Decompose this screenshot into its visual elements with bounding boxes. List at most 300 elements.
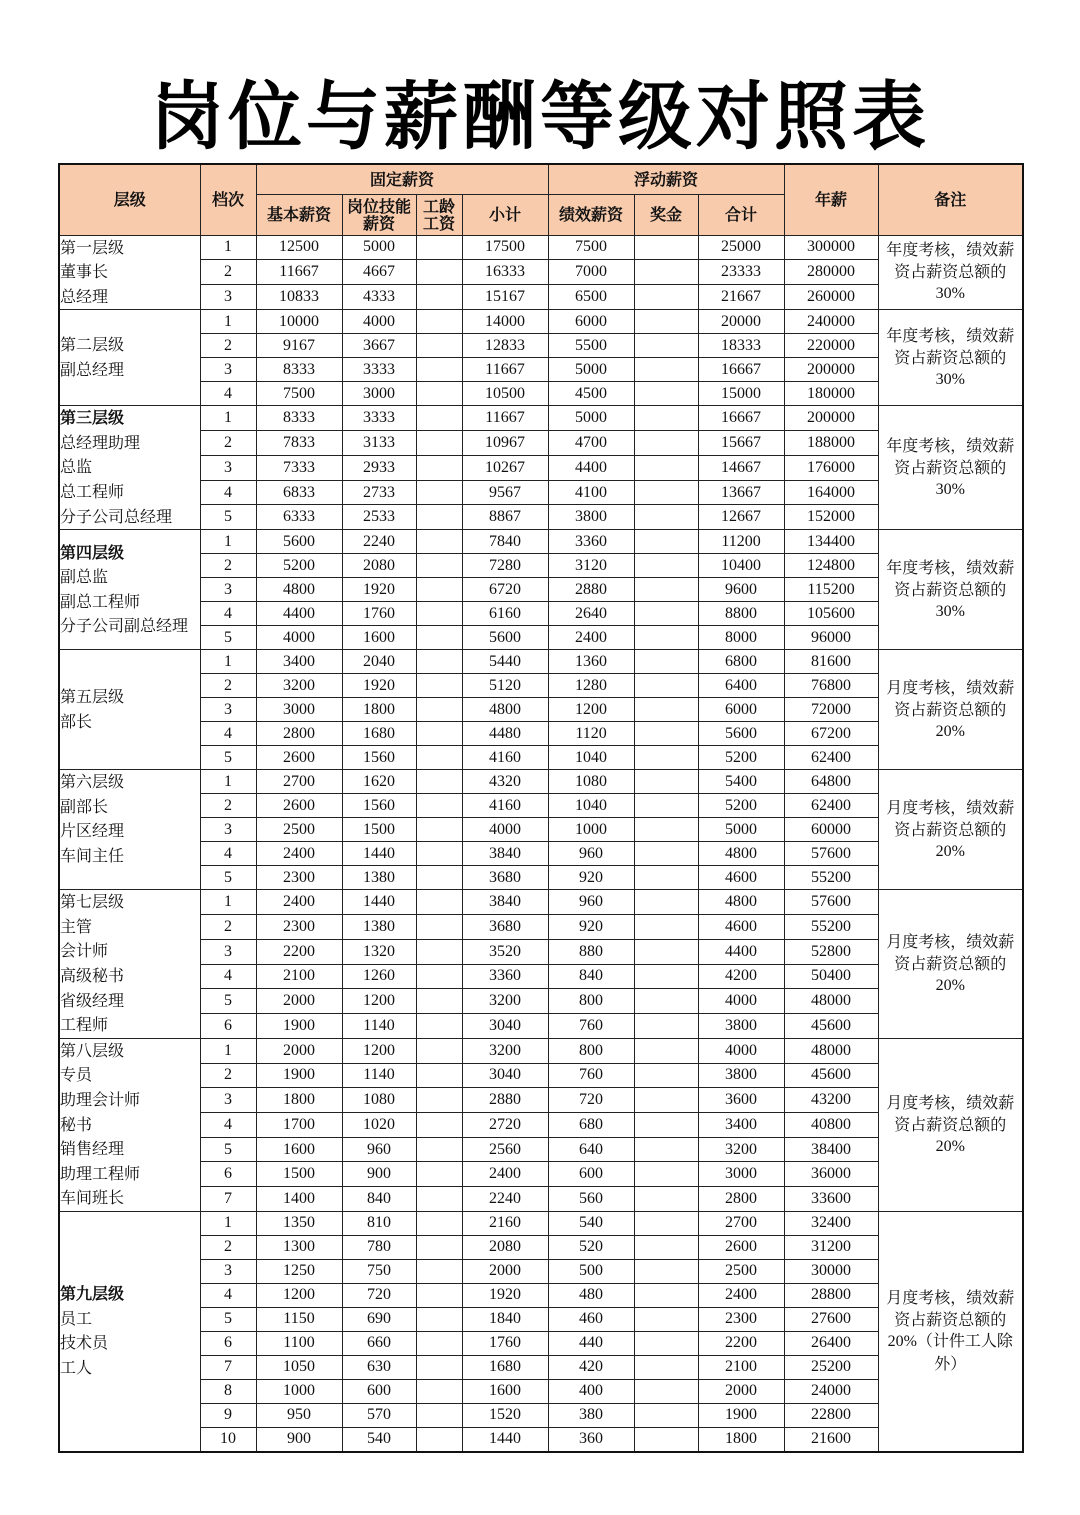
grade-cell: 2 — [200, 1063, 256, 1088]
grade-cell: 8 — [200, 1379, 256, 1403]
seniority-cell — [416, 1162, 462, 1187]
base-salary-cell: 2600 — [256, 746, 342, 770]
grade-cell: 3 — [200, 939, 256, 964]
bonus-cell — [634, 578, 698, 602]
performance-cell: 500 — [548, 1259, 634, 1283]
annual-cell: 124800 — [784, 554, 878, 578]
bonus-cell — [634, 1235, 698, 1259]
total-cell: 2300 — [698, 1307, 784, 1331]
base-salary-cell: 1200 — [256, 1283, 342, 1307]
seniority-cell — [416, 1331, 462, 1355]
post-skill-cell: 1760 — [342, 602, 416, 626]
total-cell: 23333 — [698, 260, 784, 285]
remark-line: 20%（计件工人除 — [887, 1333, 1013, 1351]
performance-cell: 2400 — [548, 626, 634, 650]
performance-cell: 4100 — [548, 480, 634, 505]
post-skill-cell: 1600 — [342, 626, 416, 650]
bonus-cell — [634, 698, 698, 722]
performance-cell: 840 — [548, 964, 634, 989]
post-skill-cell: 1320 — [342, 939, 416, 964]
base-salary-cell: 8333 — [256, 406, 342, 431]
seniority-cell — [416, 530, 462, 554]
seniority-cell — [416, 989, 462, 1014]
total-cell: 5600 — [698, 722, 784, 746]
performance-cell: 560 — [548, 1187, 634, 1212]
post-skill-cell: 5000 — [342, 235, 416, 260]
header-floating-salary: 浮动薪资 — [548, 164, 784, 194]
seniority-cell — [416, 505, 462, 530]
annual-cell: 115200 — [784, 578, 878, 602]
header-level: 层级 — [59, 164, 200, 235]
subtotal-cell: 6160 — [462, 602, 548, 626]
annual-cell: 200000 — [784, 406, 878, 431]
base-salary-cell: 12500 — [256, 235, 342, 260]
total-cell: 1800 — [698, 1427, 784, 1452]
position-name: 省级经理 — [60, 990, 125, 1010]
seniority-cell — [416, 480, 462, 505]
base-salary-cell: 1500 — [256, 1162, 342, 1187]
bonus-cell — [634, 260, 698, 285]
header-performance: 绩效薪资 — [548, 194, 634, 235]
total-cell: 5200 — [698, 746, 784, 770]
remark-cell — [878, 530, 1023, 650]
remark-line: 资占薪资总额的 — [894, 1310, 1007, 1330]
seniority-cell — [416, 964, 462, 989]
total-cell: 2500 — [698, 1259, 784, 1283]
performance-cell: 960 — [548, 842, 634, 866]
total-cell: 20000 — [698, 310, 784, 334]
annual-cell: 25200 — [784, 1355, 878, 1379]
post-skill-cell: 1920 — [342, 578, 416, 602]
annual-cell: 32400 — [784, 1211, 878, 1235]
grade-cell: 3 — [200, 358, 256, 382]
performance-cell: 480 — [548, 1283, 634, 1307]
position-name: 片区经理 — [60, 821, 125, 841]
seniority-cell — [416, 1063, 462, 1088]
tier-label-cell — [59, 770, 200, 890]
bonus-cell — [634, 1355, 698, 1379]
table-row — [59, 1211, 1023, 1235]
table-row — [59, 770, 1023, 794]
performance-cell: 5000 — [548, 358, 634, 382]
tier-name: 第八层级 — [60, 1040, 125, 1060]
remark-line: 外） — [934, 1354, 967, 1374]
tier-label-cell — [59, 890, 200, 1039]
seniority-cell — [416, 794, 462, 818]
subtotal-cell: 3840 — [462, 842, 548, 866]
remark-line: 30% — [935, 285, 965, 303]
total-cell: 8000 — [698, 626, 784, 650]
seniority-cell — [416, 1235, 462, 1259]
grade-cell: 6 — [200, 1162, 256, 1187]
performance-cell: 2880 — [548, 578, 634, 602]
annual-cell: 55200 — [784, 915, 878, 940]
base-salary-cell: 2300 — [256, 866, 342, 890]
post-skill-cell: 1680 — [342, 722, 416, 746]
post-skill-cell: 630 — [342, 1355, 416, 1379]
performance-cell: 7000 — [548, 260, 634, 285]
annual-cell: 76800 — [784, 674, 878, 698]
post-skill-cell: 570 — [342, 1403, 416, 1427]
grade-cell: 4 — [200, 842, 256, 866]
annual-cell: 40800 — [784, 1113, 878, 1138]
seniority-cell — [416, 1427, 462, 1452]
post-skill-cell: 1080 — [342, 1088, 416, 1113]
bonus-cell — [634, 505, 698, 530]
annual-cell: 27600 — [784, 1307, 878, 1331]
bonus-cell — [634, 1259, 698, 1283]
header-fixed-salary: 固定薪资 — [256, 164, 548, 194]
subtotal-cell: 3680 — [462, 915, 548, 940]
grade-cell: 3 — [200, 455, 256, 480]
post-skill-cell: 810 — [342, 1211, 416, 1235]
bonus-cell — [634, 1331, 698, 1355]
post-skill-cell: 1380 — [342, 866, 416, 890]
base-salary-cell: 2000 — [256, 989, 342, 1014]
base-salary-cell: 2700 — [256, 770, 342, 794]
bonus-cell — [634, 358, 698, 382]
header-annual: 年薪 — [784, 164, 878, 235]
seniority-cell — [416, 578, 462, 602]
remark-line: 月度考核，绩效薪 — [886, 1288, 1015, 1308]
subtotal-cell: 1760 — [462, 1331, 548, 1355]
tier-label-cell — [59, 310, 200, 406]
total-cell: 15667 — [698, 431, 784, 456]
grade-cell: 9 — [200, 1403, 256, 1427]
seniority-cell — [416, 1137, 462, 1162]
annual-cell: 30000 — [784, 1259, 878, 1283]
subtotal-cell: 12833 — [462, 334, 548, 358]
remark-line: 20% — [935, 977, 965, 995]
post-skill-cell: 1440 — [342, 890, 416, 915]
post-skill-cell: 1920 — [342, 674, 416, 698]
grade-cell: 1 — [200, 770, 256, 794]
annual-cell: 240000 — [784, 310, 878, 334]
seniority-cell — [416, 310, 462, 334]
grade-cell: 3 — [200, 818, 256, 842]
table-row — [59, 650, 1023, 674]
base-salary-cell: 1350 — [256, 1211, 342, 1235]
performance-cell: 4400 — [548, 455, 634, 480]
performance-cell: 3120 — [548, 554, 634, 578]
seniority-cell — [416, 1403, 462, 1427]
base-salary-cell: 8333 — [256, 358, 342, 382]
bonus-cell — [634, 794, 698, 818]
total-cell: 2800 — [698, 1187, 784, 1212]
bonus-cell — [634, 334, 698, 358]
subtotal-cell: 4160 — [462, 746, 548, 770]
annual-cell: 22800 — [784, 1403, 878, 1427]
post-skill-cell: 660 — [342, 1331, 416, 1355]
position-name: 助理工程师 — [60, 1163, 141, 1183]
grade-cell: 3 — [200, 1259, 256, 1283]
total-cell: 4000 — [698, 1038, 784, 1063]
total-cell: 3600 — [698, 1088, 784, 1113]
total-cell: 3200 — [698, 1137, 784, 1162]
subtotal-cell: 11667 — [462, 358, 548, 382]
remark-cell — [878, 650, 1023, 770]
total-cell: 5400 — [698, 770, 784, 794]
grade-cell: 10 — [200, 1427, 256, 1452]
grade-cell: 4 — [200, 1283, 256, 1307]
subtotal-cell: 1680 — [462, 1355, 548, 1379]
bonus-cell — [634, 1403, 698, 1427]
bonus-cell — [634, 650, 698, 674]
seniority-cell — [416, 285, 462, 310]
performance-cell: 1280 — [548, 674, 634, 698]
tier-name: 第一层级 — [60, 237, 125, 257]
post-skill-cell: 1500 — [342, 818, 416, 842]
total-cell: 8800 — [698, 602, 784, 626]
subtotal-cell: 2000 — [462, 1259, 548, 1283]
base-salary-cell: 7500 — [256, 382, 342, 406]
seniority-cell — [416, 1259, 462, 1283]
base-salary-cell: 1150 — [256, 1307, 342, 1331]
bonus-cell — [634, 406, 698, 431]
seniority-cell — [416, 1038, 462, 1063]
remark-line: 30% — [935, 370, 965, 388]
tier-name: 第二层级 — [60, 335, 125, 355]
grade-cell: 2 — [200, 260, 256, 285]
base-salary-cell: 2400 — [256, 842, 342, 866]
grade-cell: 1 — [200, 1038, 256, 1063]
subtotal-cell: 14000 — [462, 310, 548, 334]
total-cell: 4600 — [698, 866, 784, 890]
base-salary-cell: 9167 — [256, 334, 342, 358]
base-salary-cell: 1600 — [256, 1137, 342, 1162]
post-skill-cell: 3133 — [342, 431, 416, 456]
subtotal-cell: 3200 — [462, 1038, 548, 1063]
annual-cell: 105600 — [784, 602, 878, 626]
annual-cell: 48000 — [784, 1038, 878, 1063]
base-salary-cell: 1700 — [256, 1113, 342, 1138]
bonus-cell — [634, 285, 698, 310]
header-post-skill-text: 岗位技能薪资 — [346, 196, 411, 233]
total-cell: 2400 — [698, 1283, 784, 1307]
seniority-cell — [416, 842, 462, 866]
table-body — [59, 235, 1023, 1452]
annual-cell: 50400 — [784, 964, 878, 989]
bonus-cell — [634, 1088, 698, 1113]
performance-cell: 680 — [548, 1113, 634, 1138]
annual-cell: 81600 — [784, 650, 878, 674]
header-bonus: 奖金 — [634, 194, 698, 235]
bonus-cell — [634, 1283, 698, 1307]
post-skill-cell: 4333 — [342, 285, 416, 310]
seniority-cell — [416, 1187, 462, 1212]
base-salary-cell: 1900 — [256, 1063, 342, 1088]
position-name: 主管 — [60, 916, 93, 936]
bonus-cell — [634, 431, 698, 456]
header-seniority — [416, 194, 462, 235]
subtotal-cell: 3040 — [462, 1063, 548, 1088]
table-row — [59, 406, 1023, 431]
bonus-cell — [634, 1038, 698, 1063]
subtotal-cell: 3360 — [462, 964, 548, 989]
tier-name: 第五层级 — [60, 687, 125, 707]
total-cell: 11200 — [698, 530, 784, 554]
base-salary-cell: 2000 — [256, 1038, 342, 1063]
annual-cell: 21600 — [784, 1427, 878, 1452]
post-skill-cell: 1560 — [342, 794, 416, 818]
grade-cell: 6 — [200, 1014, 256, 1039]
grade-cell: 2 — [200, 334, 256, 358]
remark-line: 资占薪资总额的 — [894, 954, 1007, 974]
position-name: 车间主任 — [60, 846, 125, 866]
base-salary-cell: 3400 — [256, 650, 342, 674]
subtotal-cell: 1440 — [462, 1427, 548, 1452]
grade-cell: 1 — [200, 890, 256, 915]
annual-cell: 64800 — [784, 770, 878, 794]
grade-cell: 7 — [200, 1187, 256, 1212]
post-skill-cell: 2533 — [342, 505, 416, 530]
grade-cell: 5 — [200, 989, 256, 1014]
post-skill-cell: 3000 — [342, 382, 416, 406]
annual-cell: 57600 — [784, 890, 878, 915]
post-skill-cell: 720 — [342, 1283, 416, 1307]
bonus-cell — [634, 770, 698, 794]
base-salary-cell: 1050 — [256, 1355, 342, 1379]
grade-cell: 4 — [200, 382, 256, 406]
remark-cell — [878, 1211, 1023, 1452]
subtotal-cell: 7280 — [462, 554, 548, 578]
bonus-cell — [634, 382, 698, 406]
base-salary-cell: 6333 — [256, 505, 342, 530]
remark-line: 资占薪资总额的 — [894, 1114, 1007, 1134]
header-seniority-text: 工龄工资 — [422, 196, 455, 233]
grade-cell: 4 — [200, 964, 256, 989]
remark-cell — [878, 890, 1023, 1039]
table-row — [59, 235, 1023, 260]
annual-cell: 180000 — [784, 382, 878, 406]
performance-cell: 1040 — [548, 794, 634, 818]
tier-label-cell — [59, 1211, 200, 1452]
base-salary-cell: 1300 — [256, 1235, 342, 1259]
seniority-cell — [416, 235, 462, 260]
annual-cell: 62400 — [784, 746, 878, 770]
grade-cell: 1 — [200, 530, 256, 554]
bonus-cell — [634, 1427, 698, 1452]
bonus-cell — [634, 554, 698, 578]
performance-cell: 6000 — [548, 310, 634, 334]
grade-cell: 5 — [200, 746, 256, 770]
base-salary-cell: 4000 — [256, 626, 342, 650]
performance-cell: 2640 — [548, 602, 634, 626]
post-skill-cell: 840 — [342, 1187, 416, 1212]
grade-cell: 4 — [200, 1113, 256, 1138]
performance-cell: 540 — [548, 1211, 634, 1235]
performance-cell: 1040 — [548, 746, 634, 770]
bonus-cell — [634, 866, 698, 890]
annual-cell: 45600 — [784, 1063, 878, 1088]
bonus-cell — [634, 890, 698, 915]
total-cell: 6400 — [698, 674, 784, 698]
total-cell: 16667 — [698, 358, 784, 382]
bonus-cell — [634, 722, 698, 746]
base-salary-cell: 11667 — [256, 260, 342, 285]
total-cell: 2700 — [698, 1211, 784, 1235]
position-name: 总监 — [60, 457, 93, 477]
bonus-cell — [634, 964, 698, 989]
tier-name: 第三层级 — [60, 408, 125, 428]
position-name: 总经理 — [60, 286, 109, 306]
total-cell: 13667 — [698, 480, 784, 505]
annual-cell: 38400 — [784, 1137, 878, 1162]
position-name: 工程师 — [60, 1015, 109, 1035]
grade-cell: 4 — [200, 722, 256, 746]
subtotal-cell: 5440 — [462, 650, 548, 674]
seniority-cell — [416, 1355, 462, 1379]
grade-cell: 5 — [200, 1137, 256, 1162]
subtotal-cell: 17500 — [462, 235, 548, 260]
seniority-cell — [416, 602, 462, 626]
performance-cell: 960 — [548, 890, 634, 915]
annual-cell: 152000 — [784, 505, 878, 530]
subtotal-cell: 3520 — [462, 939, 548, 964]
remark-cell — [878, 235, 1023, 310]
performance-cell: 5500 — [548, 334, 634, 358]
base-salary-cell: 2500 — [256, 818, 342, 842]
total-cell: 2000 — [698, 1379, 784, 1403]
performance-cell: 600 — [548, 1162, 634, 1187]
seniority-cell — [416, 818, 462, 842]
position-name: 部长 — [60, 711, 93, 731]
performance-cell: 880 — [548, 939, 634, 964]
remark-line: 20% — [935, 1137, 965, 1155]
performance-cell: 5000 — [548, 406, 634, 431]
bonus-cell — [634, 310, 698, 334]
grade-cell: 2 — [200, 915, 256, 940]
annual-cell: 72000 — [784, 698, 878, 722]
performance-cell: 7500 — [548, 235, 634, 260]
annual-cell: 33600 — [784, 1187, 878, 1212]
grade-cell: 5 — [200, 626, 256, 650]
performance-cell: 640 — [548, 1137, 634, 1162]
performance-cell: 4500 — [548, 382, 634, 406]
grade-cell: 2 — [200, 431, 256, 456]
annual-cell: 260000 — [784, 285, 878, 310]
annual-cell: 57600 — [784, 842, 878, 866]
grade-cell: 2 — [200, 1235, 256, 1259]
bonus-cell — [634, 989, 698, 1014]
total-cell: 4800 — [698, 842, 784, 866]
post-skill-cell: 960 — [342, 1137, 416, 1162]
performance-cell: 6500 — [548, 285, 634, 310]
seniority-cell — [416, 1307, 462, 1331]
post-skill-cell: 780 — [342, 1235, 416, 1259]
bonus-cell — [634, 455, 698, 480]
subtotal-cell: 7840 — [462, 530, 548, 554]
performance-cell: 520 — [548, 1235, 634, 1259]
tier-label-cell — [59, 235, 200, 310]
total-cell: 5000 — [698, 818, 784, 842]
performance-cell: 420 — [548, 1355, 634, 1379]
total-cell: 4200 — [698, 964, 784, 989]
position-name: 秘书 — [60, 1114, 93, 1134]
annual-cell: 67200 — [784, 722, 878, 746]
base-salary-cell: 10000 — [256, 310, 342, 334]
grade-cell: 1 — [200, 310, 256, 334]
performance-cell: 360 — [548, 1427, 634, 1452]
base-salary-cell: 6833 — [256, 480, 342, 505]
header-base: 基本薪资 — [256, 194, 342, 235]
post-skill-cell: 1380 — [342, 915, 416, 940]
grade-cell: 1 — [200, 406, 256, 431]
grade-cell: 4 — [200, 602, 256, 626]
table-row — [59, 530, 1023, 554]
position-name: 销售经理 — [60, 1139, 125, 1159]
base-salary-cell: 2100 — [256, 964, 342, 989]
